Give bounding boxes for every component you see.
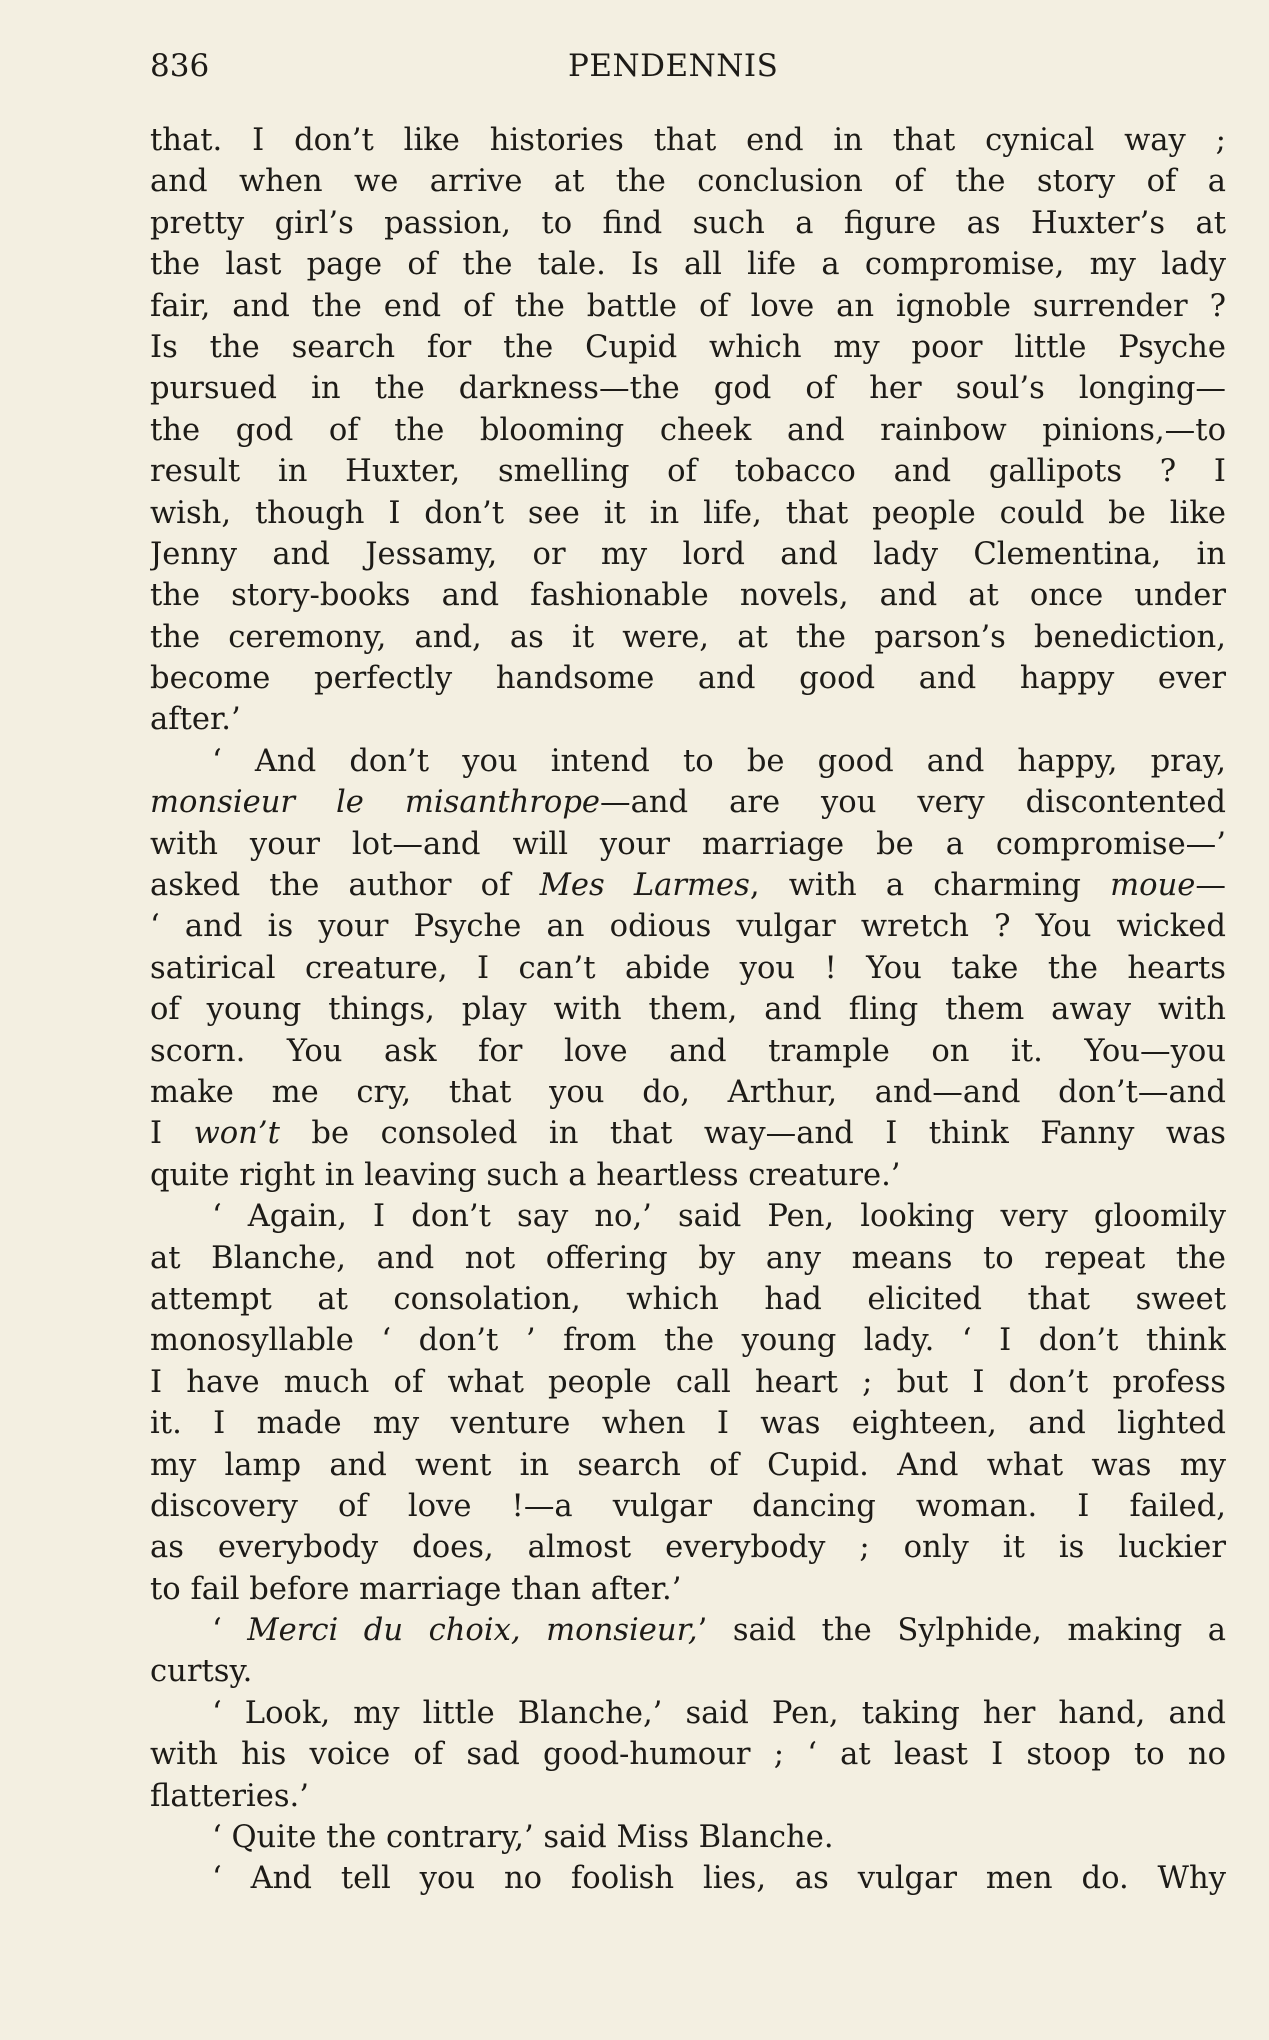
- text-line: [150, 1238, 1226, 1279]
- text-line: [150, 1320, 1226, 1361]
- text-run: monosyllable ‘ don’t ’ from the young lady. ‘ I don’t think: [150, 1323, 1226, 1359]
- text-run: Jenny and Jessamy, or my lord and lady Clementina, in: [150, 536, 1226, 572]
- text-run: my lamp and went in search of Cupid. And what was my: [150, 1447, 1226, 1483]
- text-run: and when we arrive at the conclusion of the story of a: [150, 164, 1226, 200]
- text-line: [150, 1817, 1226, 1858]
- text-line: [150, 1486, 1226, 1527]
- italic-text: monsieur le misanthrope: [150, 785, 601, 821]
- text-line: [150, 368, 1226, 409]
- text-line: [150, 534, 1226, 575]
- text-line: [150, 244, 1226, 285]
- text-run: scorn. You ask for love and trample on it. You—you: [150, 1033, 1226, 1069]
- text-line: [150, 286, 1226, 327]
- text-run: result in Huxter, smelling of tobacco and gallipots ? I: [150, 454, 1226, 490]
- text-line: [150, 1569, 1226, 1610]
- text-line: [150, 1279, 1226, 1320]
- text-run: asked the author of: [150, 868, 540, 904]
- text-line: [150, 699, 1226, 740]
- text-run: the god of the blooming cheek and rainbow pinions,—to: [150, 412, 1226, 448]
- text-line: [150, 1651, 1226, 1692]
- text-line: [150, 1734, 1226, 1775]
- text-line: [150, 1693, 1226, 1734]
- text-run: pretty girl’s passion, to find such a figure as Huxter’s at: [150, 205, 1226, 241]
- text-run: ‘: [212, 1613, 248, 1649]
- text-line: [150, 493, 1226, 534]
- text-run: be consoled in that way—and I think Fanny was: [279, 1116, 1226, 1152]
- text-line: [150, 617, 1226, 658]
- text-run: make me cry, that you do, Arthur, and—and don’t—and: [150, 1074, 1226, 1110]
- text-run: Is the search for the Cupid which my poor little Psyche: [150, 329, 1226, 365]
- text-run: —: [1195, 868, 1226, 904]
- text-run: of young things, play with them, and fling them away with: [150, 992, 1226, 1028]
- italic-text: Merci du choix, monsieur,: [247, 1613, 698, 1649]
- text-run: with your lot—and will your marriage be a compromise—’: [150, 826, 1226, 862]
- text-line: [150, 120, 1226, 161]
- text-run: pursued in the darkness—the god of her soul’s longing—: [150, 371, 1226, 407]
- text-run: , with a charming: [749, 868, 1111, 904]
- text-run: wish, though I don’t see it in life, that people could be like: [150, 495, 1226, 531]
- text-run: fair, and the end of the battle of love an ignoble surrender ?: [150, 288, 1226, 324]
- text-line: [150, 1445, 1226, 1486]
- text-line: [150, 1155, 1226, 1196]
- text-run: flatteries.’: [150, 1778, 310, 1814]
- running-title: PENDENNIS: [568, 48, 779, 84]
- text-run: that. I don’t like histories that end in that cynical way ;: [150, 123, 1226, 158]
- text-run: become perfectly handsome and good and happy ever: [150, 661, 1226, 697]
- text-line: [150, 1527, 1226, 1568]
- text-run: attempt at consolation, which had elicited that sweet: [150, 1281, 1226, 1317]
- text-run: the last page of the tale. Is all life a compromise, my lady: [150, 247, 1226, 283]
- text-run: ‘ and is your Psyche an odious vulgar wretch ? You wicked: [150, 909, 1226, 945]
- text-run: discovery of love !—a vulgar dancing woman. I failed,: [150, 1488, 1226, 1524]
- text-run: ‘ And don’t you intend to be good and happy, pray,: [212, 743, 1226, 779]
- text-line: [150, 410, 1226, 451]
- body-text: [150, 120, 1226, 1900]
- text-line: [150, 741, 1226, 782]
- text-run: quite right in leaving such a heartless creature.’: [150, 1157, 901, 1193]
- text-run: I have much of what people call heart ; but I don’t profess: [150, 1364, 1226, 1400]
- text-line: [150, 1113, 1226, 1154]
- text-line: [150, 1403, 1226, 1444]
- text-run: as everybody does, almost everybody ; only it is luckier: [150, 1530, 1226, 1566]
- italic-text: Mes Larmes: [539, 868, 750, 904]
- text-run: to fail before marriage than after.’: [150, 1571, 682, 1607]
- text-run: the story-books and fashionable novels, and at once under: [150, 578, 1226, 614]
- text-line: [150, 1362, 1226, 1403]
- text-run: the ceremony, and, as it were, at the parson’s benediction,: [150, 619, 1226, 655]
- text-line: [150, 203, 1226, 244]
- page-number: 836: [150, 48, 210, 84]
- page-header: [150, 48, 1226, 88]
- text-run: ‘ Quite the contrary,’ said Miss Blanche.: [212, 1820, 834, 1856]
- text-line: [150, 327, 1226, 368]
- text-line: [150, 782, 1226, 823]
- italic-text: won’t: [193, 1116, 280, 1152]
- text-line: [150, 658, 1226, 699]
- text-run: I: [150, 1116, 194, 1152]
- text-run: curtsy.: [150, 1654, 253, 1690]
- text-run: satirical creature, I can’t abide you ! You take the hearts: [150, 950, 1226, 986]
- text-line: [150, 865, 1226, 906]
- text-run: ‘ And tell you no foolish lies, as vulgar men do. Why: [212, 1861, 1226, 1897]
- text-line: [150, 575, 1226, 616]
- text-line: [150, 451, 1226, 492]
- text-run: it. I made my venture when I was eighteen, and lighted: [150, 1406, 1226, 1442]
- text-line: [150, 824, 1226, 865]
- text-run: —and are you very discontented: [600, 785, 1226, 821]
- text-line: [150, 1858, 1226, 1899]
- text-run: after.’: [150, 702, 241, 738]
- text-line: [150, 161, 1226, 202]
- text-line: [150, 1610, 1226, 1651]
- text-run: ‘ Look, my little Blanche,’ said Pen, taking her hand, and: [212, 1695, 1226, 1731]
- text-run: ’ said the Sylphide, making a: [697, 1613, 1226, 1649]
- text-line: [150, 1776, 1226, 1817]
- text-run: with his voice of sad good-humour ; ‘ at least I stoop to no: [150, 1737, 1226, 1773]
- text-run: ‘ Again, I don’t say no,’ said Pen, looking very gloomily: [212, 1199, 1226, 1235]
- text-line: [150, 948, 1226, 989]
- text-run: at Blanche, and not offering by any means to repeat the: [150, 1240, 1226, 1276]
- text-line: [150, 1031, 1226, 1072]
- text-line: [150, 989, 1226, 1030]
- text-line: [150, 1196, 1226, 1237]
- italic-text: moue: [1110, 868, 1196, 904]
- text-line: [150, 906, 1226, 947]
- text-line: [150, 1072, 1226, 1113]
